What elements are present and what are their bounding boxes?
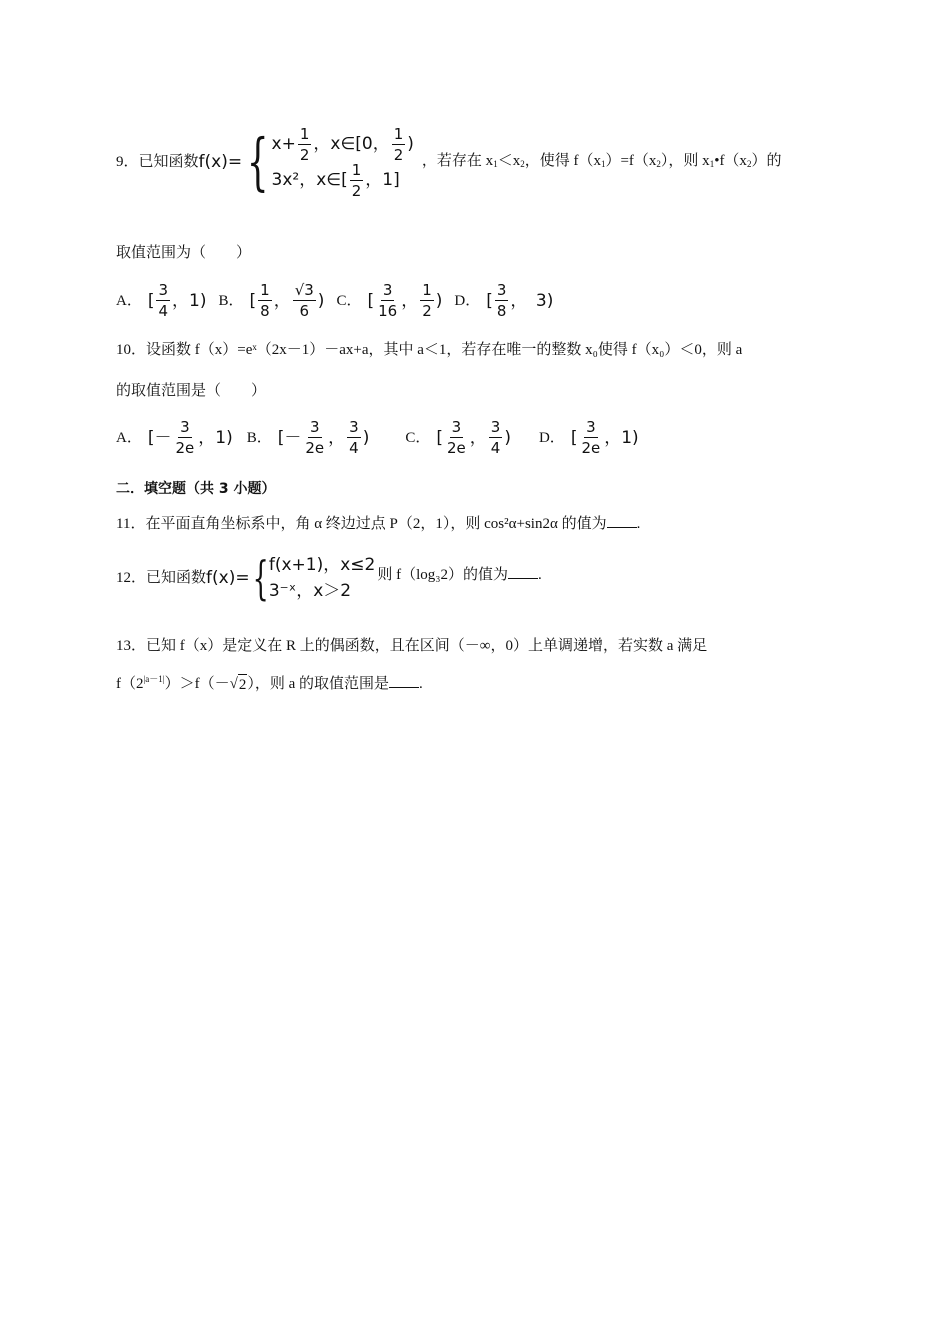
q9-cases	[272, 126, 414, 198]
q12-cases: f(x+1)，x≤2 3⁻ˣ，x＞2	[268, 555, 376, 601]
q13-line2: $f(2^{|a-1|})>f(-$ √ 2 ），则 a 的取值范围是 .	[116, 674, 423, 693]
q12-suffix: 则 f（log₃2）的值为 .	[377, 564, 541, 585]
q9-option-c[interactable]: C． [ $\frac{3}{16}$ ， $\frac{1}{2}$ )	[336, 281, 443, 320]
q10-line1: 10．设函数 f（x）=eˣ（2x－1）－ax+a，其中 a＜1，若存在唯一的整数 x₀使得 f（x₀）＜0，则 a	[116, 342, 743, 358]
q9-case1: x+ $\frac{1}{2}$ ，x∈[0， $\frac{1}{2}$ )	[271, 124, 414, 164]
q9-suffix: ，若存在 $x_1<x_2$，使得 $f(x_1)=f(x_2)$，则 $x_1•f(x_2)$的	[421, 152, 782, 169]
q9-line1	[116, 126, 781, 198]
q12-brace: {	[252, 551, 269, 605]
answer-blank[interactable]	[389, 673, 419, 688]
q12-func: f(x)=	[206, 568, 250, 588]
q9-options	[116, 281, 565, 320]
answer-blank[interactable]	[607, 513, 637, 528]
q9-option-b[interactable]: B． [ $\frac{1}{8}$ ， $\frac{√3}{6}$ )	[218, 281, 325, 320]
q9-line2: 取值范围为（ ）	[116, 245, 252, 261]
fraction: $\frac{1}{2}$	[299, 124, 310, 164]
sqrt: √ 2	[229, 676, 247, 693]
q9-prefix: 已知函数	[138, 154, 199, 170]
q10-option-c[interactable]: C． [ $\frac{3}{2e}$ ， $\frac{3}{4}$ )	[405, 418, 511, 457]
q12-line: 12．已知函数 f(x)= { f(x+1)，x≤2 3⁻ˣ，x＞2 则 f（log₃2）的值为 .	[116, 551, 542, 605]
q9-option-d[interactable]: D． [ $\frac{3}{8}$ ， 3)	[454, 281, 554, 320]
answer-blank[interactable]	[508, 564, 538, 579]
q9-func: f(x)=	[198, 152, 243, 172]
q9-option-a[interactable]: A． [ $\frac{3}{4}$ ，1)	[116, 281, 207, 320]
q10-line2: 的取值范围是（ ）	[116, 383, 267, 399]
q10-option-b[interactable]: B． [－ $\frac{3}{2e}$ ， $\frac{3}{4}$ )	[246, 418, 370, 457]
q10-options	[116, 418, 651, 457]
q9-number: 9．	[116, 154, 139, 170]
fraction: $\frac{1}{2}$	[351, 160, 362, 200]
q9-brace: {	[246, 125, 269, 198]
q10-option-d[interactable]: D． [ $\frac{3}{2e}$ ，1)	[538, 418, 639, 457]
section-heading: 二．填空题（共 3 小题）	[116, 481, 276, 497]
fraction: $\frac{1}{2}$	[393, 124, 404, 164]
q9-case2: 3x²，x∈[ $\frac{1}{2}$ ，1]	[271, 160, 400, 200]
q10-option-a[interactable]: A． [－ $\frac{3}{2e}$ ，1)	[116, 418, 233, 457]
q13-line1: 13．已知 f（x）是定义在 R 上的偶函数，且在区间（－∞，0）上单调递增，若实数 a 满足	[116, 638, 708, 654]
q11-line: 11．在平面直角坐标系中，角 α 终边过点 P（2，1），则 cos²α+sin2α 的值为 .	[116, 513, 640, 534]
